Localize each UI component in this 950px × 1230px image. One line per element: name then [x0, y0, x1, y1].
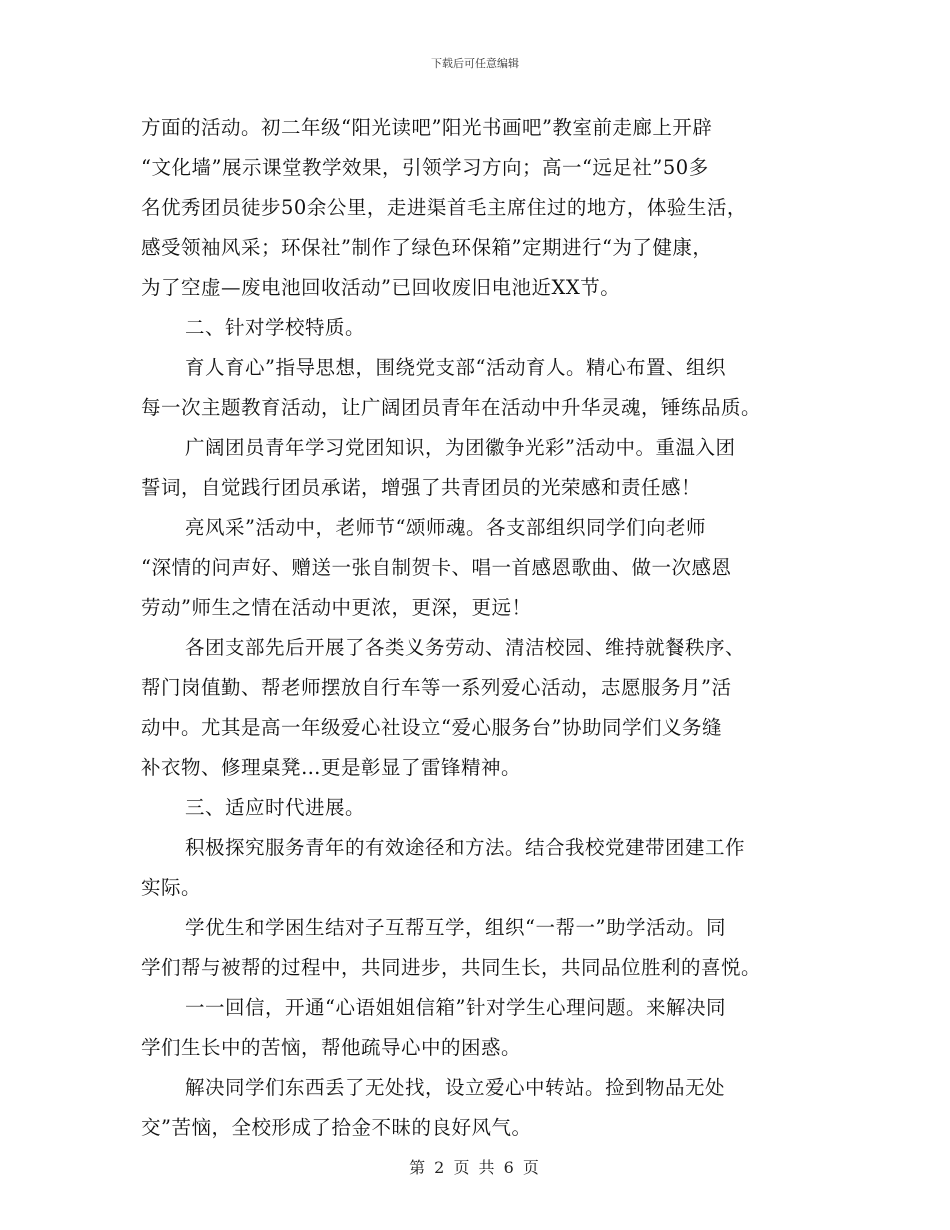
text-line: 帮门岗值勤、帮老师摆放自行车等一系列爱心活动，志愿服务月”活: [141, 676, 732, 699]
document-body: [141, 108, 801, 1148]
text-line: 方面的活动。初二年级“阳光读吧”阳光书画吧”教室前走廊上开辟: [141, 116, 713, 139]
text-line: 为了空虚—废电池回收活动”已回收废旧电池近XX节。: [141, 276, 621, 299]
section-heading: 三、适应时代进展。: [185, 796, 366, 819]
text-line: 名优秀团员徒步50余公里，走进渠首毛主席住过的地方，体验生活，: [141, 196, 747, 219]
text-line: 广阔团员青年学习党团知识，为团徽争光彩”活动中。重温入团: [185, 436, 736, 459]
text-line: 育人育心”指导思想，围绕党支部“活动育人。精心布置、组织: [185, 356, 726, 379]
text-line: 各团支部先后开展了各类义务劳动、清洁校园、维持就餐秩序、: [185, 636, 746, 659]
text-line: 学们生长中的苦恼，帮他疏导心中的困惑。: [141, 1036, 522, 1059]
text-line: 一一回信，开通“心语姐姐信箱”针对学生心理问题。来解决同: [185, 996, 726, 1019]
text-line: 劳动”师生之情在活动中更浓，更深，更远！: [141, 596, 532, 619]
text-line: 交”苦恼，全校形成了拾金不昧的良好风气。: [141, 1116, 532, 1139]
text-line: 实际。: [141, 876, 202, 899]
text-line: 学优生和学困生结对子互帮互学，组织“一帮一”助学活动。同: [185, 916, 726, 939]
text-line: 积极探究服务青年的有效途径和方法。结合我校党建带团建工作: [185, 836, 746, 859]
section-heading: 二、针对学校特质。: [185, 316, 366, 339]
text-line: 学们帮与被帮的过程中，共同进步，共同生长，共同品位胜利的喜悦。: [141, 956, 762, 979]
text-line: 亮风采”活动中，老师节“颂师魂。各支部组织同学们向老师: [185, 516, 706, 539]
page-header: 下载后可任意编辑: [431, 57, 519, 70]
text-line: 解决同学们东西丢了无处找，设立爱心中转站。捡到物品无处: [185, 1076, 726, 1099]
text-line: “文化墙”展示课堂教学效果，引领学习方向；高一“远足社”50多: [141, 156, 709, 179]
page-number: 第 2 页 共 6 页: [409, 1158, 541, 1177]
text-line: 感受领袖风采；环保社”制作了绿色环保箱”定期进行“为了健康，: [141, 236, 713, 259]
text-line: 誓词，自觉践行团员承诺，增强了共青团员的光荣感和责任感！: [141, 476, 702, 499]
text-line: 每一次主题教育活动，让广阔团员青年在活动中升华灵魂，锤练品质。: [141, 396, 762, 419]
text-line: 补衣物、修理桌凳…更是彰显了雷锋精神。: [141, 756, 522, 779]
text-line: “深情的问声好、赠送一张自制贺卡、唱一首感恩歌曲、做一次感恩: [141, 556, 732, 579]
text-line: 动中。尤其是高一年级爱心社设立“爱心服务台”协助同学们义务缝: [141, 716, 722, 739]
